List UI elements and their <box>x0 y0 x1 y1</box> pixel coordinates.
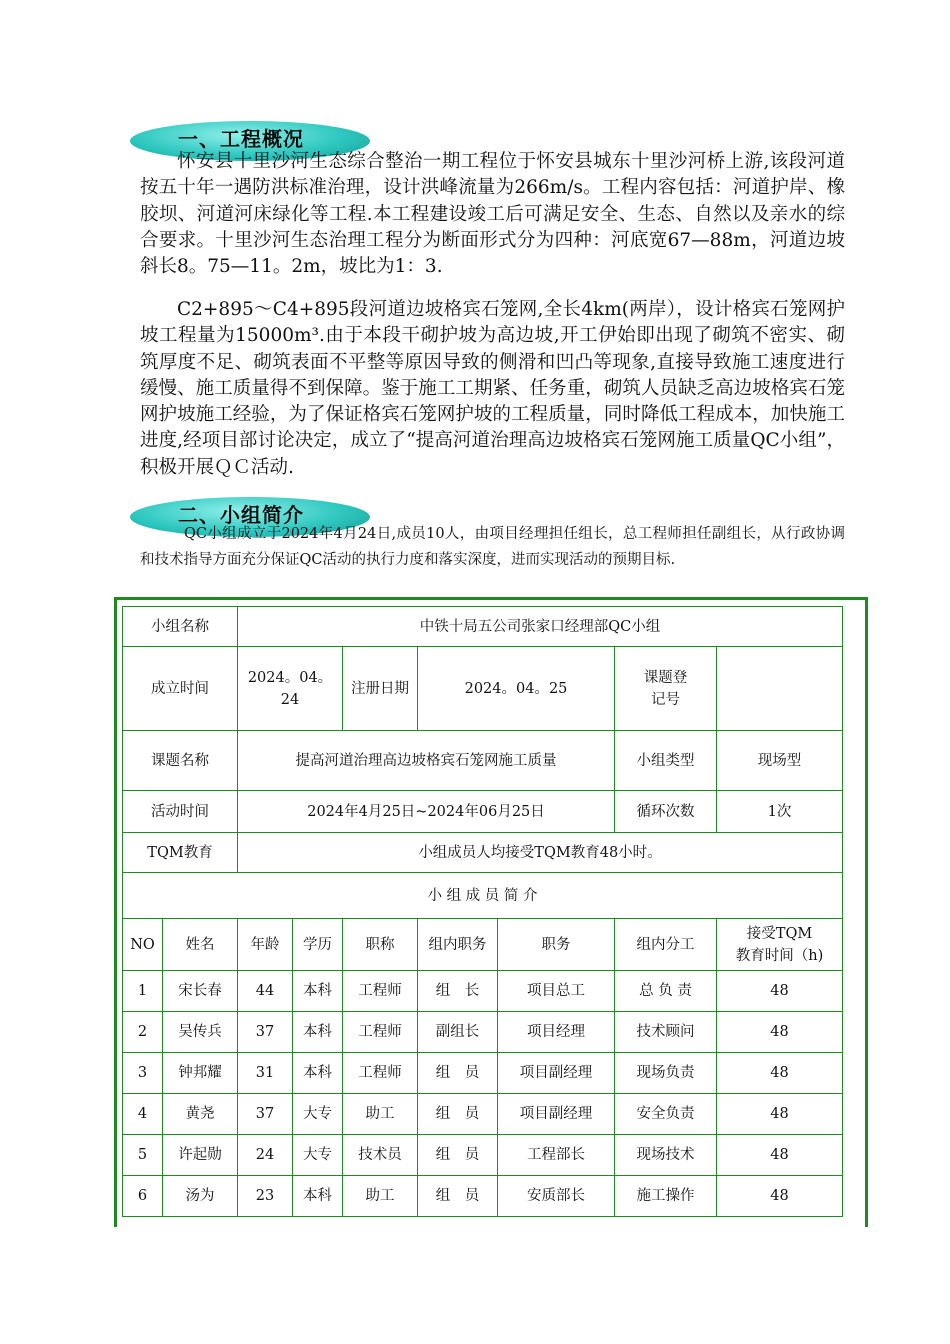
members-header-cell: 年龄 <box>238 919 293 971</box>
group-intro-paragraph: QC小组成立于2024年4月24日,成员10人，由项目经理担任组长，总工程师担任副组长，从行政协调和技术指导方面充分保证QC活动的执行力度和落实深度，进而实现活动的预期目标. <box>140 526 845 568</box>
members-header-cell: 学历 <box>293 919 343 971</box>
member-cell: 黄尧 <box>163 1094 238 1135</box>
founded-value: 2024。04。24 <box>238 647 343 731</box>
member-cell: 现场负责 <box>615 1053 717 1094</box>
row-tqm <box>123 833 843 873</box>
members-header-cell: 接受TQM 教育时间（h) <box>717 919 843 971</box>
overview-paragraph-2: C2+895～C4+895段河道边坡格宾石笼网,全长4km(两岸），设计格宾石笼网护坡工程量为15000m³.由于本段干砌护坡为高边坡,开工伊始即出现了砌筑不密实、砌筑厚度不足、砌筑表面不平整等原因导致的侧滑和凹凸等现象,直接导致施工速度进行缓慢、施工质量得不到保障。鉴于施工工期紧、任务重，砌筑人员缺乏高边坡格宾石笼网护坡施工经验，为了保证格宾石笼网护坡的工程质量，同时降低工程成本，加快施工进度,经项目部讨论决定，成立了“提高河道治理高边坡格宾石笼网施工质量QC小组”，积极开展ＱＣ活动. <box>140 299 845 478</box>
table-row <box>123 1135 843 1176</box>
member-cell: 48 <box>717 971 843 1012</box>
member-cell: 工程部长 <box>498 1135 615 1176</box>
heading-text: 二、小组简介 <box>178 503 304 527</box>
member-cell: 组 员 <box>418 1135 498 1176</box>
founded-label: 成立时间 <box>123 647 238 731</box>
member-cell: 24 <box>238 1135 293 1176</box>
group-type-value: 现场型 <box>717 731 843 791</box>
member-cell: 助工 <box>343 1094 418 1135</box>
activity-value: 2024年4月25日~2024年06月25日 <box>238 791 615 833</box>
member-cell: 组 员 <box>418 1053 498 1094</box>
group-name-label: 小组名称 <box>123 607 238 647</box>
table-row <box>123 1053 843 1094</box>
members-title: 小 组 成 员 简 介 <box>123 873 843 919</box>
table-row <box>123 1094 843 1135</box>
member-cell: 副组长 <box>418 1012 498 1053</box>
tqm-value: 小组成员人均接受TQM教育48小时。 <box>238 833 843 873</box>
members-header-cell: 组内分工 <box>615 919 717 971</box>
member-cell: 23 <box>238 1176 293 1217</box>
member-cell: 3 <box>123 1053 163 1094</box>
member-cell: 48 <box>717 1053 843 1094</box>
member-cell: 工程师 <box>343 1053 418 1094</box>
member-cell: 总 负 责 <box>615 971 717 1012</box>
group-info-table-frame <box>114 597 868 1227</box>
member-cell: 48 <box>717 1094 843 1135</box>
member-cell: 钟邦耀 <box>163 1053 238 1094</box>
member-cell: 本科 <box>293 971 343 1012</box>
member-cell: 技术顾问 <box>615 1012 717 1053</box>
group-info-table <box>122 606 843 1217</box>
member-cell: 安质部长 <box>498 1176 615 1217</box>
member-cell: 安全负责 <box>615 1094 717 1135</box>
member-cell: 2 <box>123 1012 163 1053</box>
member-cell: 本科 <box>293 1053 343 1094</box>
member-cell: 组 员 <box>418 1176 498 1217</box>
tqm-label: TQM教育 <box>123 833 238 873</box>
topic-registration-value <box>717 647 843 731</box>
topic-registration-label: 课题登 记号 <box>615 647 717 731</box>
members-header-row <box>123 919 843 971</box>
cycles-label: 循环次数 <box>615 791 717 833</box>
row-group-name <box>123 607 843 647</box>
member-cell: 44 <box>238 971 293 1012</box>
member-cell: 4 <box>123 1094 163 1135</box>
row-dates <box>123 647 843 731</box>
member-cell: 项目副经理 <box>498 1094 615 1135</box>
table-row <box>123 971 843 1012</box>
member-cell: 项目总工 <box>498 971 615 1012</box>
topic-value: 提高河道治理高边坡格宾石笼网施工质量 <box>238 731 615 791</box>
member-cell: 本科 <box>293 1012 343 1053</box>
member-cell: 组 长 <box>418 971 498 1012</box>
member-cell: 吴传兵 <box>163 1012 238 1053</box>
row-members-title <box>123 873 843 919</box>
member-cell: 大专 <box>293 1135 343 1176</box>
table-row <box>123 1176 843 1217</box>
group-name-value: 中铁十局五公司张家口经理部QC小组 <box>238 607 843 647</box>
member-cell: 48 <box>717 1012 843 1053</box>
activity-label: 活动时间 <box>123 791 238 833</box>
member-cell: 5 <box>123 1135 163 1176</box>
member-cell: 汤为 <box>163 1176 238 1217</box>
registered-value: 2024。04。25 <box>418 647 615 731</box>
table-row <box>123 1012 843 1053</box>
member-cell: 1 <box>123 971 163 1012</box>
member-cell: 48 <box>717 1176 843 1217</box>
group-type-label: 小组类型 <box>615 731 717 791</box>
member-cell: 项目副经理 <box>498 1053 615 1094</box>
member-cell: 本科 <box>293 1176 343 1217</box>
member-cell: 许起勋 <box>163 1135 238 1176</box>
member-cell: 施工操作 <box>615 1176 717 1217</box>
member-cell: 工程师 <box>343 971 418 1012</box>
row-activity <box>123 791 843 833</box>
members-header-cell: 职称 <box>343 919 418 971</box>
members-header-cell: 职务 <box>498 919 615 971</box>
member-cell: 现场技术 <box>615 1135 717 1176</box>
registered-label: 注册日期 <box>343 647 418 731</box>
member-cell: 48 <box>717 1135 843 1176</box>
member-cell: 工程师 <box>343 1012 418 1053</box>
cycles-value: 1次 <box>717 791 843 833</box>
member-cell: 项目经理 <box>498 1012 615 1053</box>
member-cell: 技术员 <box>343 1135 418 1176</box>
member-cell: 组 员 <box>418 1094 498 1135</box>
members-header-cell: 组内职务 <box>418 919 498 971</box>
members-header-cell: 姓名 <box>163 919 238 971</box>
member-cell: 37 <box>238 1012 293 1053</box>
members-header-cell: NO <box>123 919 163 971</box>
member-cell: 31 <box>238 1053 293 1094</box>
topic-label: 课题名称 <box>123 731 238 791</box>
heading-text: 一、工程概况 <box>178 127 304 151</box>
member-cell: 大专 <box>293 1094 343 1135</box>
member-cell: 助工 <box>343 1176 418 1217</box>
member-cell: 37 <box>238 1094 293 1135</box>
overview-paragraph-1: 怀安县十里沙河生态综合整治一期工程位于怀安县城东十里沙河桥上游,该段河道按五十年一遇防洪标准治理，设计洪峰流量为266m/s。工程内容包括：河道护岸、橡胶坝、河道河床绿化等工程.本工程建设竣工后可满足安全、生态、自然以及亲水的综合要求。十里沙河生态治理工程分为断面形式分为四种：河底宽67—88m，河道边坡斜长8。75—11。2m，坡比为1：3. <box>140 151 845 278</box>
member-cell: 宋长春 <box>163 971 238 1012</box>
member-cell: 6 <box>123 1176 163 1217</box>
row-topic <box>123 731 843 791</box>
